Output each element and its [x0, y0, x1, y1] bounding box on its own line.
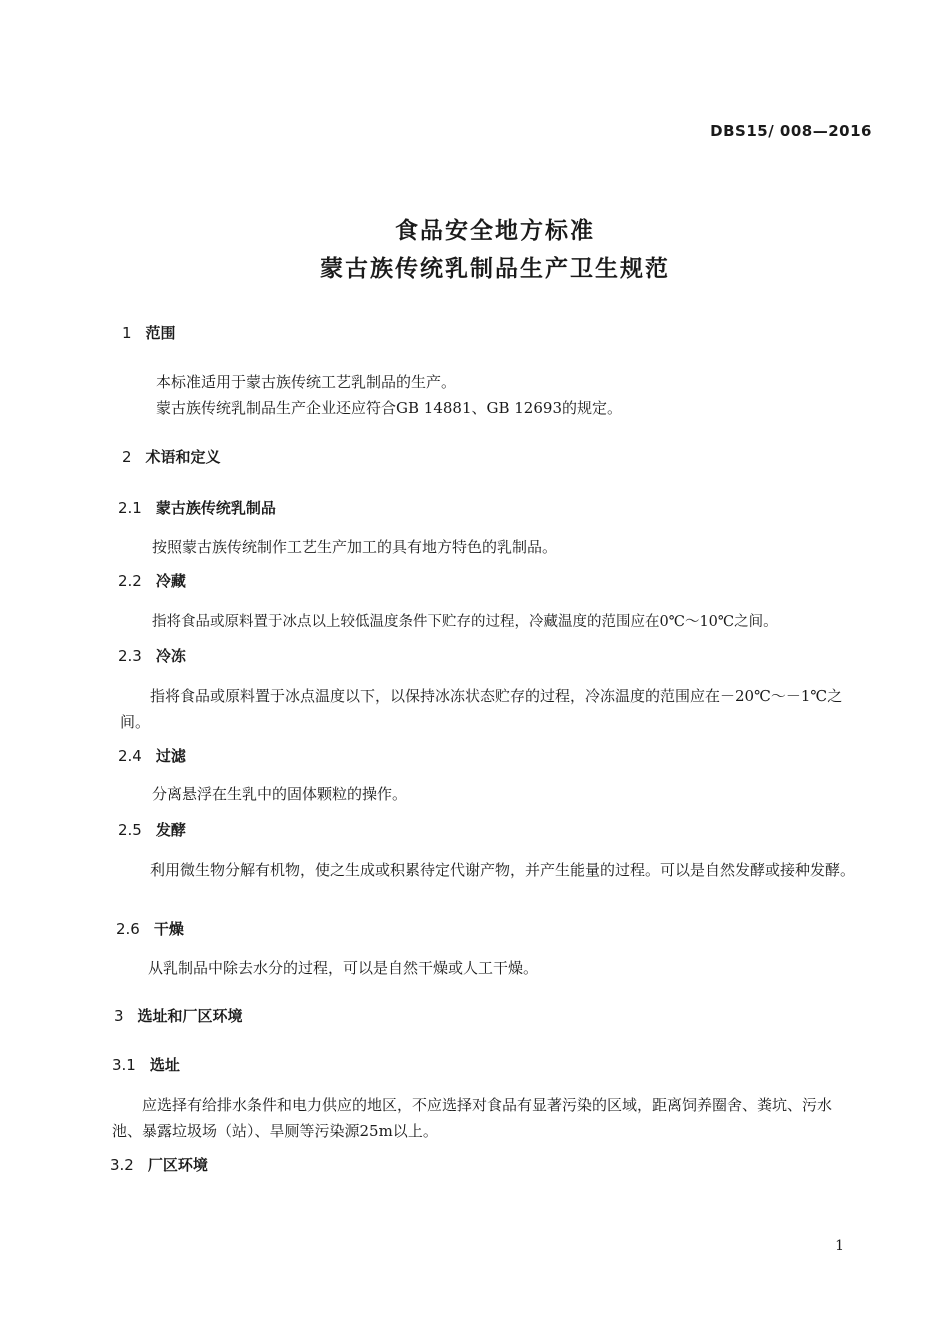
section-2-1-paragraph: 按照蒙古族传统制作工艺生产加工的具有地方特色的乳制品。 — [152, 538, 558, 556]
section-number: 2 — [122, 448, 132, 466]
section-3-2-heading — [110, 1154, 208, 1175]
section-number: 2.3 — [118, 647, 142, 665]
section-2-1-heading — [118, 497, 276, 518]
section-number: 1 — [122, 324, 132, 342]
section-2-4-heading — [118, 745, 186, 766]
section-3-1-paragraph: 应选择有给排水条件和电力供应的地区，不应选择对食品有显著污染的区域，距离饲养圈舍、粪坑、污水池、暴露垃圾场（站）、旱厕等污染源25m以上。 — [112, 1096, 833, 1140]
section-number: 2.6 — [116, 920, 140, 938]
section-2-5-heading — [118, 819, 186, 840]
section-2-6-paragraph: 从乳制品中除去水分的过程，可以是自然干燥或人工干燥。 — [148, 959, 539, 977]
section-title: 术语和定义 — [145, 448, 221, 466]
section-1-paragraph-1: 本标准适用于蒙古族传统工艺乳制品的生产。 — [156, 373, 457, 391]
section-2-2-heading — [118, 570, 186, 591]
section-1-paragraph-2: 蒙古族传统乳制品生产企业还应符合GB 14881、GB 12693的规定。 — [156, 399, 622, 417]
section-2-4-paragraph: 分离悬浮在生乳中的固体颗粒的操作。 — [152, 785, 408, 803]
section-title: 范围 — [145, 324, 176, 342]
section-number: 2.2 — [118, 572, 142, 590]
document-title-line1: 食品安全地方标准 — [395, 218, 595, 244]
section-title: 选址 — [149, 1056, 180, 1074]
section-number: 2.5 — [118, 821, 142, 839]
section-title: 干燥 — [153, 920, 184, 938]
section-3-heading — [114, 1005, 243, 1026]
section-number: 3 — [114, 1007, 124, 1025]
document-title-line2: 蒙古族传统乳制品生产卫生规范 — [320, 256, 670, 282]
section-title: 厂区环境 — [147, 1156, 208, 1174]
section-2-2-paragraph: 指将食品或原料置于冰点以上较低温度条件下贮存的过程，冷藏温度的范围应在0℃～10℃之间。 — [152, 614, 778, 630]
section-2-heading — [122, 446, 221, 467]
section-number: 2.4 — [118, 747, 142, 765]
section-2-3-paragraph: 指将食品或原料置于冰点温度以下，以保持冰冻状态贮存的过程，冷冻温度的范围应在－20℃～－1℃之间。 — [120, 687, 843, 731]
section-title: 蒙古族传统乳制品 — [155, 499, 276, 517]
section-2-3-heading — [118, 645, 186, 666]
section-title: 发酵 — [155, 821, 186, 839]
section-2-5-paragraph: 利用微生物分解有机物，使之生成或积累待定代谢产物，并产生能量的过程。可以是自然发酵或接种发酵。 — [150, 861, 856, 879]
section-2-6-heading — [116, 918, 184, 939]
section-title: 冷冻 — [155, 647, 186, 665]
section-title: 选址和厂区环境 — [137, 1007, 243, 1025]
page-number: 1 — [835, 1238, 844, 1254]
section-title: 冷藏 — [155, 572, 186, 590]
section-number: 3.1 — [112, 1056, 136, 1074]
section-title: 过滤 — [155, 747, 186, 765]
section-3-1-heading — [112, 1054, 180, 1075]
section-number: 2.1 — [118, 499, 142, 517]
standard-code: DBS15/ 008—2016 — [710, 122, 872, 140]
section-1-heading — [122, 322, 176, 343]
section-number: 3.2 — [110, 1156, 134, 1174]
